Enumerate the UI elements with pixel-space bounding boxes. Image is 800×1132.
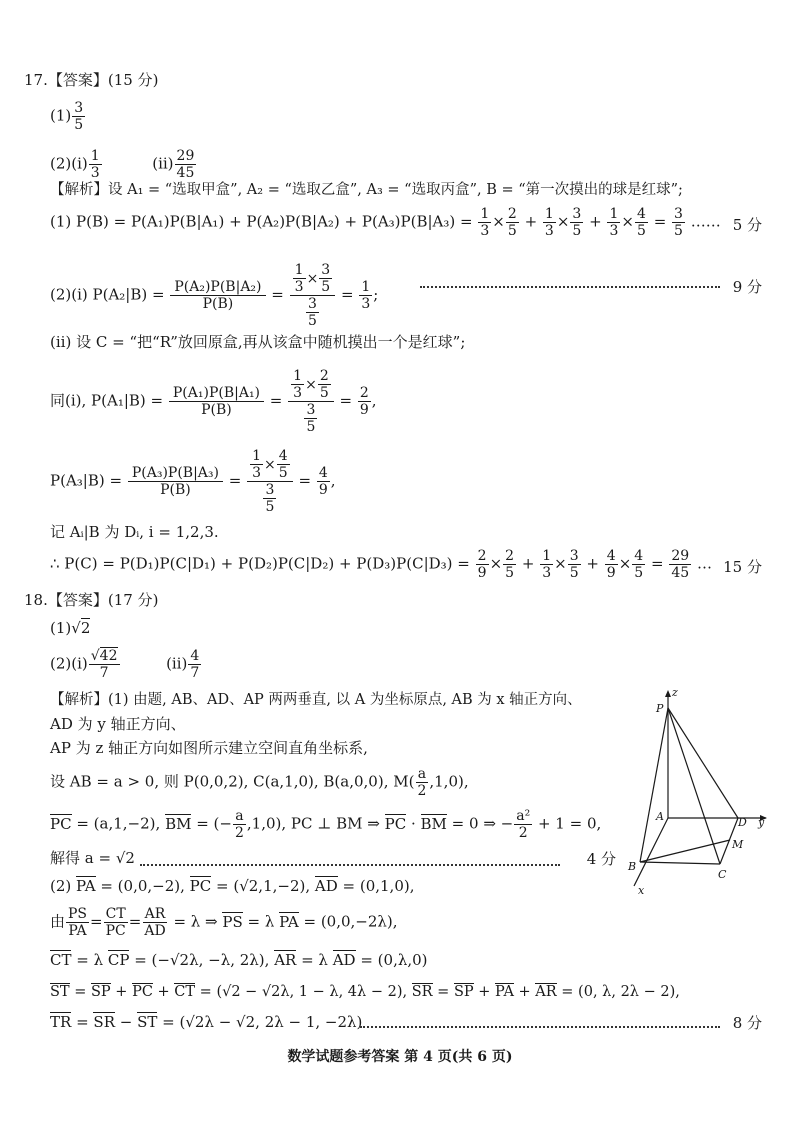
den: 3 xyxy=(294,279,304,295)
text: ∴ P(C) = P(D₁)P(C|D₁) + P(D₂)P(C|D₂) + P(D₃)P(C|D₃) = xyxy=(50,554,470,573)
den: 7 xyxy=(190,665,200,681)
fraction xyxy=(169,385,264,418)
text: = xyxy=(71,1013,94,1031)
vector: SR xyxy=(411,984,433,1000)
text: · xyxy=(406,814,421,833)
p18-line-4 xyxy=(50,766,469,799)
vector: PC xyxy=(132,984,153,1000)
op: × xyxy=(489,554,503,573)
leader-dots xyxy=(420,286,720,288)
num: 3 xyxy=(572,206,582,222)
label: (1) xyxy=(50,106,72,125)
fraction xyxy=(635,206,648,239)
den: 5 xyxy=(636,223,646,239)
den: 9 xyxy=(318,482,328,498)
text: = λ xyxy=(296,951,333,969)
den: 3 xyxy=(609,223,619,239)
fraction xyxy=(669,548,691,581)
den: 3 xyxy=(361,296,371,312)
num: P(A₃)P(B|A₃) xyxy=(128,465,223,482)
p18-answer-2 xyxy=(50,648,202,681)
den: 45 xyxy=(176,165,195,181)
text: ,1,0), xyxy=(429,772,469,791)
fraction xyxy=(568,548,581,581)
text: 由 xyxy=(50,912,66,931)
vector: PC xyxy=(384,814,407,833)
p18-line-8 xyxy=(50,906,398,939)
den: 2 xyxy=(518,825,528,841)
p18-line-2: AD 为 y 轴正方向、 xyxy=(50,715,186,733)
vector: TR xyxy=(50,1013,72,1031)
den: 5 xyxy=(306,419,316,435)
op: = xyxy=(128,912,142,931)
num: 4 xyxy=(606,548,616,564)
num: 2 xyxy=(507,206,517,222)
op: + xyxy=(521,554,535,573)
text: + xyxy=(513,984,536,1000)
op: × xyxy=(554,554,567,573)
complex-fraction xyxy=(247,448,293,515)
p18-line-6: 解得 a = √2 xyxy=(50,849,135,867)
num: 2 xyxy=(319,368,329,384)
fraction xyxy=(175,148,197,181)
num: 3 xyxy=(569,548,579,564)
den: 5 xyxy=(505,565,515,581)
op: = xyxy=(271,285,284,304)
p18-line-9 xyxy=(50,950,428,970)
num: AR xyxy=(144,906,166,922)
p17-definitions: 【解析】设 A₁ = “选取甲盒”, A₂ = “选取乙盒”, A₃ = “选取丙盒”, B = “第一次摸出的球是红球”; xyxy=(50,182,683,198)
text: = λ ⇒ xyxy=(168,912,223,931)
p18-header: 18.【答案】(17 分) xyxy=(24,591,159,609)
p17-header: 17.【答案】(15 分) xyxy=(24,71,159,89)
vector: CT xyxy=(50,951,72,969)
num: 1 xyxy=(90,148,100,164)
den: 5 xyxy=(265,499,275,515)
op: × xyxy=(556,212,570,231)
radicand: 2 xyxy=(80,619,91,637)
op: = xyxy=(228,471,242,490)
text: + xyxy=(110,984,133,1000)
den: 5 xyxy=(307,313,317,329)
op: ; xyxy=(373,285,379,304)
den: AD xyxy=(144,923,166,939)
fraction xyxy=(632,548,645,581)
label-x: x xyxy=(638,884,645,897)
text: = (√2λ − √2, 2λ − 1, −2λ) xyxy=(157,1013,363,1031)
num: 3 xyxy=(674,206,683,222)
den: 3 xyxy=(252,465,262,481)
den: P(B) xyxy=(202,296,234,312)
label-M: M xyxy=(732,838,744,851)
den: 5 xyxy=(507,223,517,239)
vector: BM xyxy=(420,814,447,833)
text: + 1 = 0, xyxy=(533,814,602,833)
p17-step-4 xyxy=(50,368,377,435)
p18-line-5 xyxy=(50,808,601,841)
num: 4 xyxy=(278,448,288,464)
text: = 0 ⇒ − xyxy=(446,814,514,833)
text: = (√2 − √2λ, 1 − λ, 4λ − 2), xyxy=(195,984,412,1000)
label: (ⅱ) xyxy=(166,654,188,673)
complex-fraction xyxy=(290,262,336,329)
pyramid-coordinate-figure xyxy=(620,680,780,900)
sqrt-sign: √ xyxy=(71,619,81,637)
den: 3 xyxy=(293,385,303,401)
fraction xyxy=(104,906,128,939)
edge-PD xyxy=(668,708,738,818)
text: ,1,0), PC ⊥ BM ⇒ xyxy=(246,814,385,833)
fraction xyxy=(540,548,553,581)
score-15: 15 分 xyxy=(723,558,762,576)
num: 1 xyxy=(542,548,552,564)
z-arrow-icon xyxy=(665,690,671,697)
dots: … xyxy=(696,554,712,573)
text: = (0,1,0), xyxy=(337,877,415,895)
op: , xyxy=(330,471,336,490)
vector: CP xyxy=(107,951,130,969)
p17-step-5 xyxy=(50,448,336,515)
label: (2)(ⅰ) xyxy=(50,654,88,673)
edge-BC xyxy=(640,862,720,864)
num: 29 xyxy=(176,148,195,164)
text: + xyxy=(473,984,496,1000)
x-axis xyxy=(634,818,668,886)
op: = xyxy=(339,391,353,410)
vector: AD xyxy=(314,877,338,895)
vector: AD xyxy=(332,951,356,969)
num: 1 xyxy=(361,279,371,295)
op: + xyxy=(586,554,599,573)
vector: SP xyxy=(453,984,474,1000)
edge-PC xyxy=(668,708,720,864)
fraction xyxy=(66,906,89,939)
p18-line-7 xyxy=(50,876,415,896)
num: a xyxy=(417,766,427,782)
num: 3 xyxy=(306,402,316,418)
num: 1 xyxy=(544,206,554,222)
text: + xyxy=(152,984,175,1000)
text: (2)(ⅰ) P(A₂|B) = xyxy=(50,285,165,304)
op: + xyxy=(589,212,602,231)
segment-BM xyxy=(640,840,730,862)
p17-step-7 xyxy=(50,548,712,581)
text: = (− xyxy=(191,814,232,833)
den: 2 xyxy=(234,825,244,841)
p18-line-1: 【解析】(1) 由题, AB、AD、AP 两两垂直, 以 A 为坐标原点, AB 为 x 轴正方向、 xyxy=(50,692,582,708)
label-y: y xyxy=(758,816,765,829)
vector: ST xyxy=(137,1013,158,1031)
op: = xyxy=(269,391,283,410)
den: 5 xyxy=(74,117,84,133)
den: 5 xyxy=(572,223,582,239)
label-A: A xyxy=(656,810,664,823)
op: + xyxy=(524,212,538,231)
label: (ⅱ) xyxy=(152,154,174,173)
op: , xyxy=(371,391,377,410)
den: 7 xyxy=(99,665,109,681)
p17-step-3: (ⅱ) 设 C = “把“R”放回原盒,再从该盒中随机摸出一个是红球”; xyxy=(50,333,466,351)
fraction xyxy=(89,648,120,681)
p18-line-3: AP 为 z 轴正方向如图所示建立空间直角坐标系, xyxy=(50,739,368,757)
num: P(A₂)P(B|A₂) xyxy=(170,279,265,296)
label: (1) xyxy=(50,619,72,637)
den: 3 xyxy=(480,223,490,239)
den: 9 xyxy=(359,402,369,418)
complex-fraction xyxy=(288,368,334,435)
score-9: 9 分 xyxy=(732,278,762,296)
score-5: 5 分 xyxy=(732,216,762,234)
text: = (a,1,−2), xyxy=(71,814,166,833)
fraction xyxy=(358,385,371,418)
sqrt-sign: √ xyxy=(90,648,100,664)
text: P(A₃|B) = xyxy=(50,471,123,490)
label-P: P xyxy=(656,702,664,715)
text: (1) P(B) = P(A₁)P(B|A₁) + P(A₂)P(B|A₂) + P(A₃)P(B|A₃) = xyxy=(50,212,473,231)
op: = xyxy=(341,285,354,304)
op: = xyxy=(90,912,103,931)
fraction xyxy=(170,279,265,312)
text: = λ xyxy=(242,912,280,931)
edge-PB xyxy=(640,708,668,862)
num: PS xyxy=(68,906,88,922)
fraction xyxy=(605,548,618,581)
fraction xyxy=(672,206,685,239)
num: 1 xyxy=(252,448,262,464)
fraction xyxy=(233,808,246,841)
fraction xyxy=(503,548,516,581)
vector: PA xyxy=(279,912,299,931)
den: PA xyxy=(68,923,87,939)
num: 1 xyxy=(293,368,303,384)
den: 3 xyxy=(544,223,554,239)
text: 同(ⅰ), P(A₁|B) = xyxy=(50,391,164,410)
vector: BM xyxy=(165,814,192,833)
radicand: 42 xyxy=(99,648,118,664)
vector: ST xyxy=(50,984,70,1000)
text: = λ xyxy=(71,951,108,969)
fraction xyxy=(142,906,167,939)
fraction xyxy=(72,100,85,133)
num: 2 xyxy=(505,548,515,564)
num: a xyxy=(235,808,244,824)
op: = xyxy=(298,471,312,490)
num: 2 xyxy=(477,548,487,564)
den: 5 xyxy=(634,565,644,581)
num: 3 xyxy=(265,482,275,498)
op: × xyxy=(621,212,634,231)
num: P(A₁)P(B|A₁) xyxy=(169,385,264,402)
text: 设 AB = a > 0, 则 P(0,0,2), C(a,1,0), B(a,0,0), M( xyxy=(50,772,415,791)
num: 1 xyxy=(294,262,304,278)
op: = xyxy=(653,212,667,231)
fraction xyxy=(476,548,489,581)
p18-answer-1 xyxy=(50,618,90,638)
vector: PA xyxy=(76,877,96,895)
den: 3 xyxy=(542,565,552,581)
p18-line-10 xyxy=(50,982,680,1002)
page-footer: 数学试题参考答案 第 4 页(共 6 页) xyxy=(287,1049,513,1065)
text: = (√2,1,−2), xyxy=(211,877,315,895)
den: 5 xyxy=(569,565,579,581)
num: 3 xyxy=(307,296,317,312)
den: 9 xyxy=(477,565,487,581)
op: × xyxy=(306,270,319,287)
vector: AR xyxy=(274,951,297,969)
text: = (−√2λ, −λ, 2λ), xyxy=(129,951,275,969)
fraction xyxy=(359,279,372,312)
p17-step-6: 记 Aᵢ|B 为 Dᵢ, i = 1,2,3. xyxy=(50,523,219,541)
num: 1 xyxy=(480,206,490,222)
fraction xyxy=(188,648,201,681)
text: (2) xyxy=(50,877,77,895)
fraction xyxy=(607,206,620,239)
score-4: 4 分 xyxy=(586,850,616,868)
score-8: 8 分 xyxy=(732,1014,762,1032)
op: × xyxy=(618,554,632,573)
op: × xyxy=(264,456,276,473)
fraction xyxy=(506,206,519,239)
num: 1 xyxy=(609,206,619,222)
den: P(B) xyxy=(160,482,191,498)
fraction xyxy=(514,808,532,841)
leader-dots xyxy=(360,1026,720,1028)
op: × xyxy=(305,376,317,393)
num: 2 xyxy=(359,385,369,401)
vector: AR xyxy=(535,984,557,1000)
p17-answer-1 xyxy=(50,100,86,133)
fraction xyxy=(478,206,491,239)
den: PC xyxy=(105,923,126,939)
vector: PS xyxy=(222,912,243,931)
num: 4 xyxy=(190,648,200,664)
dots: …… xyxy=(690,212,721,231)
num: 3 xyxy=(321,262,331,278)
num: 29 xyxy=(671,548,690,564)
fraction xyxy=(570,206,583,239)
fraction xyxy=(543,206,556,239)
fraction xyxy=(415,766,428,799)
op: × xyxy=(492,212,505,231)
fraction xyxy=(128,465,223,498)
label-z: z xyxy=(672,686,678,699)
p17-step-2 xyxy=(50,262,378,329)
num: 3 xyxy=(74,100,84,116)
label-B: B xyxy=(628,860,637,873)
label: (2)(ⅰ) xyxy=(50,154,88,173)
den: 5 xyxy=(674,223,683,239)
text: = (0, λ, 2λ − 2), xyxy=(556,984,680,1000)
text: = xyxy=(432,984,454,1000)
op: = xyxy=(650,554,664,573)
text: = (0,λ,0) xyxy=(355,951,428,969)
vector: SP xyxy=(90,984,111,1000)
den: 5 xyxy=(278,465,288,481)
label-C: C xyxy=(718,868,727,881)
fraction xyxy=(89,148,102,181)
label-D: D xyxy=(738,816,747,829)
num: CT xyxy=(105,906,126,922)
num: a² xyxy=(516,808,531,824)
text: = (0,0,−2λ), xyxy=(298,912,398,931)
leader-dots xyxy=(140,864,560,866)
p17-answer-2 xyxy=(50,148,197,181)
vector: PA xyxy=(495,984,514,1000)
den: P(B) xyxy=(201,402,232,418)
p17-step-1 xyxy=(50,206,721,239)
vector: PC xyxy=(50,814,72,833)
vector: CT xyxy=(174,984,196,1000)
fraction xyxy=(317,465,330,498)
text: = (0,0,−2), xyxy=(95,877,190,895)
num: 4 xyxy=(318,465,328,481)
p18-line-11 xyxy=(50,1012,362,1032)
num: 4 xyxy=(634,548,644,564)
den: 9 xyxy=(606,565,616,581)
den: 3 xyxy=(90,165,100,181)
vector: PC xyxy=(189,877,212,895)
den: 2 xyxy=(417,783,427,799)
vector: SR xyxy=(93,1013,115,1031)
num: 4 xyxy=(636,206,646,222)
text: = xyxy=(69,984,91,1000)
den: 5 xyxy=(321,279,331,295)
den: 45 xyxy=(671,565,690,581)
den: 5 xyxy=(319,385,329,401)
text: − xyxy=(115,1013,138,1031)
